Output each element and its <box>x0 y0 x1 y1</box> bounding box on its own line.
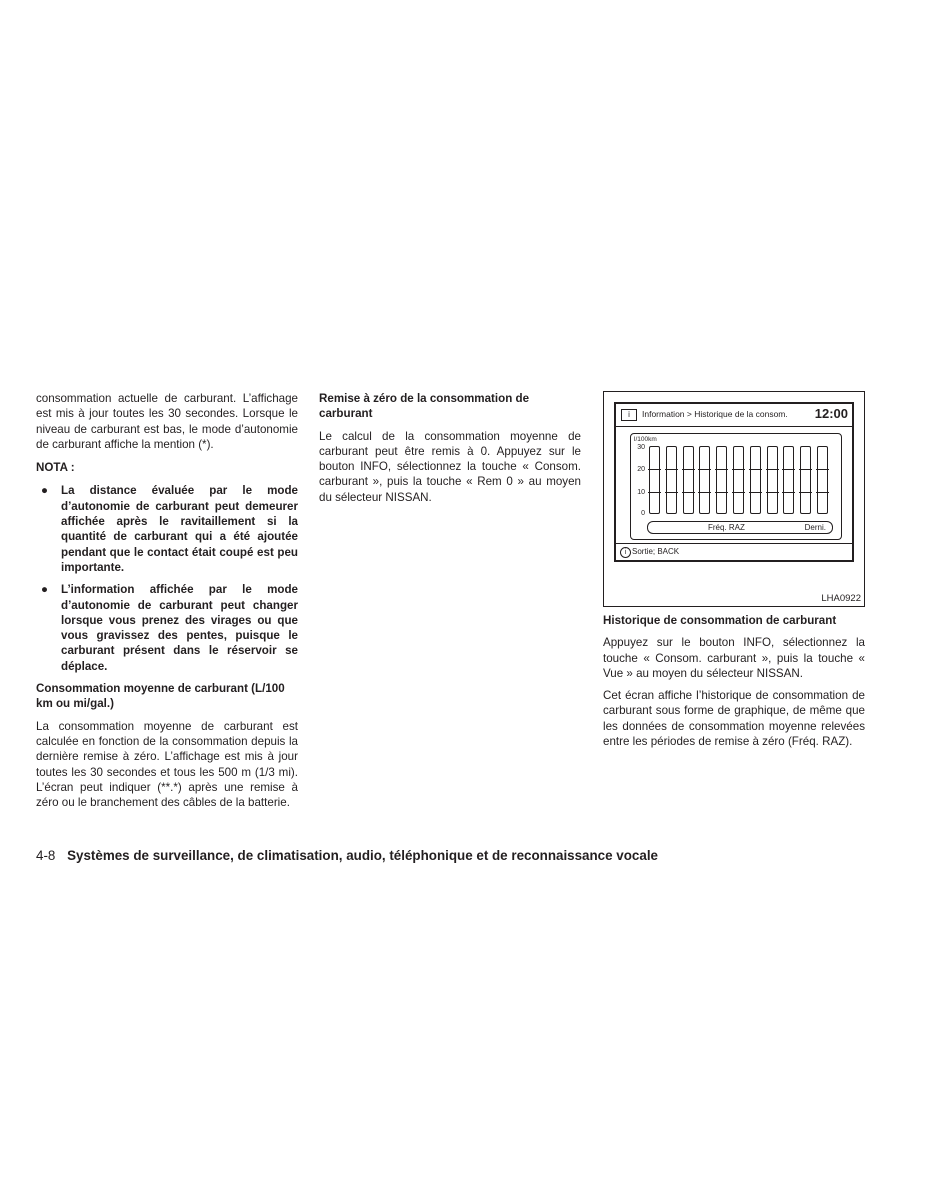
gridline <box>715 492 728 493</box>
nota-title: NOTA : <box>36 461 75 475</box>
y-tick: 0 <box>641 510 645 517</box>
gridline <box>665 469 678 470</box>
gridline <box>732 492 745 493</box>
history-graph <box>630 433 842 540</box>
info-circle-icon: i <box>620 547 631 558</box>
nota-list <box>36 483 298 674</box>
screen-figure <box>603 391 865 607</box>
gridline <box>665 492 678 493</box>
list-item <box>36 483 298 575</box>
bullet-text: L’information affichée par le mode d’autonomie de carburant peut changer lorsque vous prenez des virages ou que vous gravissez des pentes, puisque le carburant présent dans le réservoir se déplace. <box>61 583 298 673</box>
last-label: Derni. <box>804 523 826 532</box>
unit-label: l/100km <box>634 436 657 443</box>
gridline <box>682 492 695 493</box>
gridline <box>766 492 779 493</box>
intro-paragraph: consommation actuelle de carburant. L’affichage est mis à jour toutes les 30 secondes. Lorsque le niveau de carburant est bas, le mode d’autonomie de carburant affiche la mention (*). <box>36 392 298 451</box>
gridline <box>766 469 779 470</box>
page-number: 4-8 <box>36 848 56 863</box>
gridline <box>782 492 795 493</box>
clock: 12:00 <box>814 406 848 421</box>
gridline <box>799 469 812 470</box>
history-bar <box>817 446 828 514</box>
history-bar <box>767 446 778 514</box>
screen-footer <box>616 543 852 560</box>
gridline <box>715 469 728 470</box>
y-tick: 10 <box>637 489 645 496</box>
breadcrumb: Information > Historique de la consom. <box>642 409 788 419</box>
display-screen <box>614 402 854 562</box>
history-bar <box>666 446 677 514</box>
section-paragraph: La consommation moyenne de carburant est calculée en fonction de la consommation depuis la dernière remise à zéro. L’affichage est mis à jour toutes les 30 secondes et tous les 500 m (1/3 mi). L’écran peut indiquer (**.*) après une remise à zéro ou le branchement des câbles de la batterie. <box>36 719 298 810</box>
gridline <box>698 469 711 470</box>
back-label: Sortie; BACK <box>632 547 680 556</box>
freq-reset-label: Fréq. RAZ <box>708 523 745 532</box>
info-icon: i <box>621 409 637 421</box>
history-bar <box>649 446 660 514</box>
gridline <box>698 492 711 493</box>
gridline <box>816 469 829 470</box>
gridline <box>749 469 762 470</box>
history-bar <box>750 446 761 514</box>
gridline <box>648 492 661 493</box>
section-heading: Remise à zéro de la consommation de carburant <box>319 392 530 421</box>
screen-header <box>616 404 852 427</box>
middle-column <box>319 391 581 512</box>
gridline <box>732 469 745 470</box>
paragraph-2: Cet écran affiche l’historique de consommation de carburant sous forme de graphique, de même que les données de consommation moyenne relevées entre les périodes de remise à zéro (Fréq. RAZ). <box>603 689 865 749</box>
figure-caption: Historique de consommation de carburant <box>603 614 837 627</box>
right-column <box>603 391 865 756</box>
history-bar <box>699 446 710 514</box>
history-bar <box>800 446 811 514</box>
gridline <box>749 492 762 493</box>
left-column <box>36 391 298 817</box>
history-bar <box>683 446 694 514</box>
figure-code: LHA0922 <box>821 593 861 604</box>
history-bar <box>716 446 727 514</box>
list-item <box>36 582 298 674</box>
gridline <box>648 469 661 470</box>
gridline <box>682 469 695 470</box>
gridline <box>799 492 812 493</box>
section-paragraph: Le calcul de la consommation moyenne de carburant peut être remis à 0. Appuyez sur le bouton INFO, sélectionnez la touche « Consom. carburant », puis la touche « Rem 0 » au moyen du sélecteur NISSAN. <box>319 429 581 504</box>
section-heading: Consommation moyenne de carburant (L/100 km ou mi/gal.) <box>36 682 285 711</box>
chapter-title: Systèmes de surveillance, de climatisation, audio, téléphonique et de reconnaissance vocale <box>67 848 658 863</box>
y-tick: 30 <box>637 444 645 451</box>
y-tick: 20 <box>637 466 645 473</box>
gridline <box>782 469 795 470</box>
bullet-text: La distance évaluée par le mode d’autonomie de carburant peut demeurer affichée après le ravitaillement si la quantité de carburant qui a été ajoutée pendant que le contact était coupé est peu importante. <box>61 484 298 574</box>
page-footer <box>36 848 658 864</box>
bullet-icon: ● <box>41 583 49 597</box>
freq-reset-bar <box>647 521 833 534</box>
history-bar <box>783 446 794 514</box>
paragraph-1: Appuyez sur le bouton INFO, sélectionnez la touche « Consom. carburant », puis la touche « Vue » au moyen du sélecteur NISSAN. <box>603 636 865 680</box>
history-bar <box>733 446 744 514</box>
gridline <box>816 492 829 493</box>
bullet-icon: ● <box>41 484 49 498</box>
